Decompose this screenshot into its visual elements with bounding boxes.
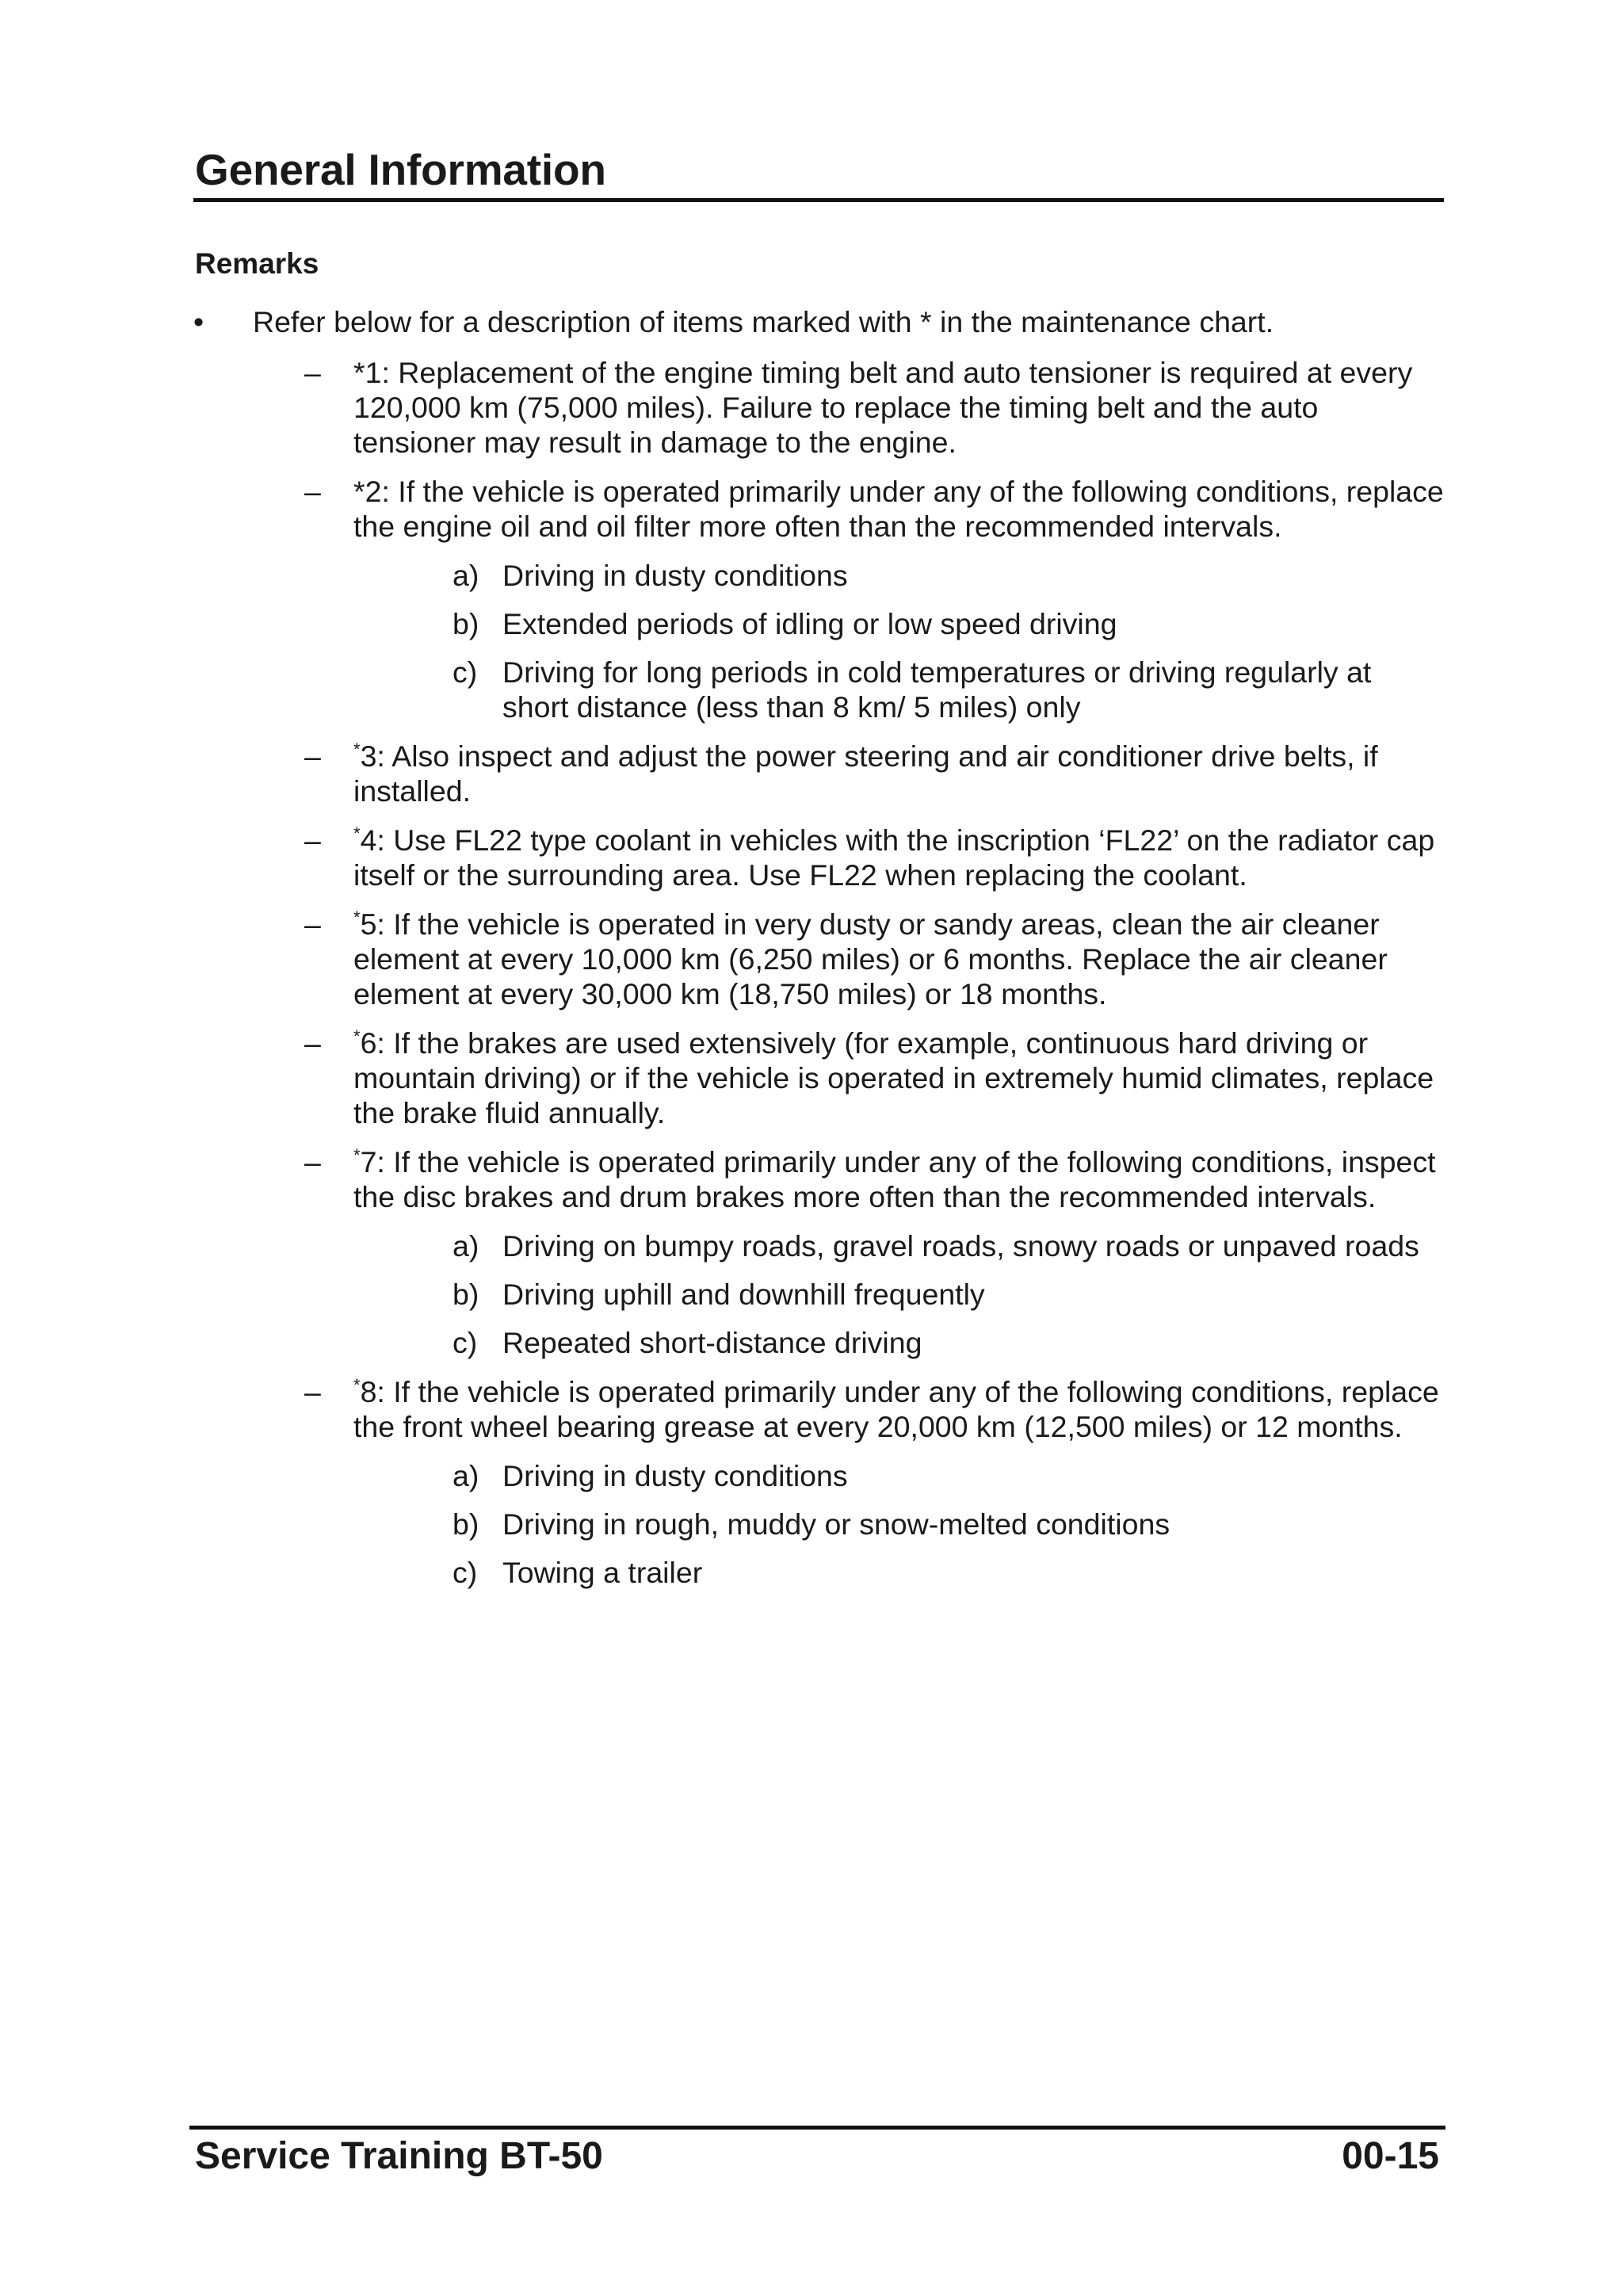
remark-item-7 — [304, 1144, 1445, 1360]
condition-letter: c) — [453, 655, 478, 689]
remark-number: 6: — [360, 1026, 385, 1060]
remark-item-6 — [304, 1026, 1445, 1130]
condition-text: Driving for long periods in cold temperatures or driving regularly at short distance (less than 8 km/ 5 miles) only — [502, 655, 1372, 724]
remarks-intro-text: Refer below for a description of items marked with * in the maintenance chart. — [253, 305, 1274, 338]
page-number: 00-15 — [1342, 2135, 1439, 2177]
bullet-icon: • — [193, 305, 204, 338]
condition-text: Driving in dusty conditions — [502, 1459, 848, 1492]
asterisk-superscript: * — [353, 907, 361, 927]
page-footer — [189, 2126, 1445, 2193]
condition-letter: a) — [453, 1459, 479, 1492]
condition-item — [453, 655, 1445, 724]
condition-text: Driving in dusty conditions — [502, 559, 848, 592]
condition-letter: c) — [453, 1326, 478, 1359]
remark-text: If the vehicle is operated primarily under any of the following conditions, replace the engine oil and oil filter more often than the recommended intervals. — [353, 475, 1444, 543]
condition-item — [453, 606, 1445, 641]
remark-number: 3: — [360, 739, 385, 773]
condition-item — [453, 1325, 1445, 1360]
condition-text: Towing a trailer — [502, 1556, 703, 1589]
condition-letter: b) — [453, 1278, 479, 1311]
condition-item — [453, 1507, 1445, 1541]
page-title: General Information — [195, 145, 606, 194]
condition-letter: b) — [453, 1507, 479, 1541]
condition-list — [353, 1458, 1445, 1590]
remark-item-2 — [304, 474, 1445, 724]
condition-list — [353, 558, 1445, 724]
condition-list — [353, 1228, 1445, 1360]
remark-item-8 — [304, 1374, 1445, 1590]
dash-icon: – — [304, 475, 321, 508]
condition-letter: c) — [453, 1556, 478, 1589]
condition-letter: b) — [453, 607, 479, 640]
dash-icon: – — [304, 739, 321, 773]
remark-item-4 — [304, 823, 1445, 892]
remark-text: Also inspect and adjust the power steering and air conditioner drive belts, if installed. — [353, 739, 1378, 808]
remark-number: *1: — [353, 356, 390, 389]
remark-number: 8: — [360, 1375, 385, 1408]
dash-icon: – — [304, 907, 321, 941]
remark-item-5 — [304, 907, 1445, 1011]
condition-letter: a) — [453, 1229, 479, 1263]
remarks-heading: Remarks — [195, 247, 319, 280]
condition-item — [453, 558, 1445, 593]
dash-icon: – — [304, 823, 321, 857]
remark-number: 4: — [360, 823, 385, 857]
condition-letter: a) — [453, 559, 479, 592]
condition-text: Repeated short-distance driving — [502, 1326, 922, 1359]
condition-text: Driving on bumpy roads, gravel roads, snowy roads or unpaved roads — [502, 1229, 1419, 1263]
remark-text: If the vehicle is operated primarily under any of the following conditions, replace the front wheel bearing grease at every 20,000 km (12,500 miles) or 12 months. — [353, 1375, 1439, 1443]
condition-item — [453, 1555, 1445, 1590]
asterisk-superscript: * — [353, 823, 361, 843]
condition-item — [453, 1228, 1445, 1263]
remark-item-1 — [304, 355, 1445, 460]
dash-icon: – — [304, 1375, 321, 1408]
remark-text: If the vehicle is operated primarily under any of the following conditions, inspect the disc brakes and drum brakes more often than the recommended intervals. — [353, 1145, 1436, 1213]
asterisk-superscript: * — [353, 1026, 361, 1046]
remark-number: 7: — [360, 1145, 385, 1179]
dash-icon: – — [304, 1026, 321, 1060]
condition-text: Driving in rough, muddy or snow-melted conditions — [502, 1507, 1170, 1541]
condition-text: Extended periods of idling or low speed driving — [502, 607, 1117, 640]
asterisk-superscript: * — [353, 739, 361, 759]
condition-text: Driving uphill and downhill frequently — [502, 1278, 985, 1311]
asterisk-superscript: * — [353, 1375, 361, 1395]
asterisk-superscript: * — [353, 1145, 361, 1165]
condition-item — [453, 1277, 1445, 1312]
dash-icon: – — [304, 1145, 321, 1179]
condition-item — [453, 1458, 1445, 1493]
remarks-content — [193, 304, 1445, 1604]
remark-text: Replacement of the engine timing belt and auto tensioner is required at every 120,000 km (75,000 miles). Failure to replace the timing belt and the auto tensioner may result in damage to the engine. — [353, 356, 1413, 459]
remark-number: 5: — [360, 907, 385, 941]
remarks-intro — [193, 304, 1445, 339]
remark-text: Use FL22 type coolant in vehicles with the inscription ‘FL22’ on the radiator cap itself or the surrounding area. Use FL22 when replacing the coolant. — [353, 823, 1435, 892]
footer-document-title: Service Training BT-50 — [195, 2135, 603, 2177]
dash-icon: – — [304, 356, 321, 389]
remark-text: If the vehicle is operated in very dusty or sandy areas, clean the air cleaner element at every 10,000 km (6,250 miles) or 6 months. Replace the air cleaner element at every 30,000 km (18,750 miles) or 18 months. — [353, 907, 1388, 1010]
remark-number: *2: — [353, 475, 390, 508]
remark-text: If the brakes are used extensively (for example, continuous hard driving or mountain driving) or if the vehicle is operated in extremely humid climates, replace the brake fluid annually. — [353, 1026, 1434, 1129]
page-header — [193, 136, 1444, 202]
remark-item-3 — [304, 739, 1445, 808]
